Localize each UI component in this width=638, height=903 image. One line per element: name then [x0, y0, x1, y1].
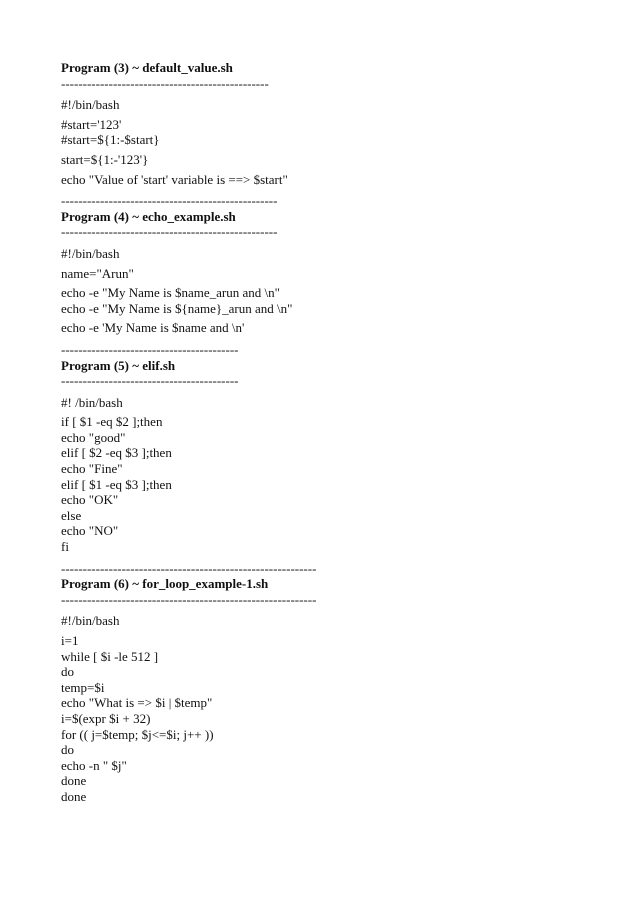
divider: ----------------------------------------------------------- [61, 591, 317, 607]
code-line: echo "Value of 'start' variable is ==> $start" [61, 171, 288, 187]
code-block-p6 [61, 633, 581, 805]
code-line: echo "Fine" [61, 461, 123, 477]
code-line: echo "NO" [61, 523, 119, 539]
code-block-p5 [61, 414, 581, 554]
code-line: echo -e 'My Name is $name and \n' [61, 320, 245, 336]
code-line: done [61, 773, 87, 789]
code-line: start=${1:-'123'} [61, 151, 149, 167]
code-line: #start=${1:-$start} [61, 132, 160, 148]
code-line: temp=$i [61, 679, 105, 695]
code-line: #!/bin/bash [61, 245, 120, 261]
code-line: echo -e "My Name is ${name}_arun and \n" [61, 300, 293, 316]
document-page [61, 60, 581, 805]
divider: -------------------------------------------------- [61, 224, 278, 240]
divider: ----------------------------------------------------------- [61, 560, 317, 576]
code-line: while [ $i -le 512 ] [61, 648, 159, 664]
code-line: fi [61, 539, 69, 555]
code-line: #! /bin/bash [61, 394, 123, 410]
code-line: #!/bin/bash [61, 613, 120, 629]
code-line: echo "What is => $i | $temp" [61, 695, 213, 711]
code-line: echo -n " $j" [61, 757, 127, 773]
code-line: name="Arun" [61, 265, 134, 281]
program-3-title: Program (3) ~ default_value.sh [61, 60, 233, 75]
code-line: for (( j=$temp; $j<=$i; j++ )) [61, 726, 214, 742]
code-line: i=1 [61, 633, 79, 648]
program-4-title: Program (4) ~ echo_example.sh [61, 208, 236, 224]
code-line: echo -e "My Name is $name_arun and \n" [61, 285, 280, 301]
divider: ------------------------------------------------ [61, 75, 269, 91]
code-line: do [61, 664, 74, 680]
code-line: #!/bin/bash [61, 97, 120, 113]
code-line: if [ $1 -eq $2 ];then [61, 414, 163, 430]
divider: ----------------------------------------- [61, 341, 239, 357]
divider: ----------------------------------------- [61, 373, 239, 389]
code-line: i=$(expr $i + 32) [61, 710, 151, 726]
code-line: do [61, 742, 74, 758]
divider: -------------------------------------------------- [61, 193, 278, 209]
code-line: echo "good" [61, 429, 126, 445]
code-line: else [61, 507, 82, 523]
code-line: elif [ $1 -eq $3 ];then [61, 476, 172, 492]
code-line: echo "OK" [61, 492, 119, 508]
program-5-title: Program (5) ~ elif.sh [61, 357, 176, 373]
code-line: done [61, 788, 87, 804]
code-line: elif [ $2 -eq $3 ];then [61, 445, 172, 461]
program-6-title: Program (6) ~ for_loop_example-1.sh [61, 576, 269, 592]
code-line: #start='123' [61, 116, 122, 132]
